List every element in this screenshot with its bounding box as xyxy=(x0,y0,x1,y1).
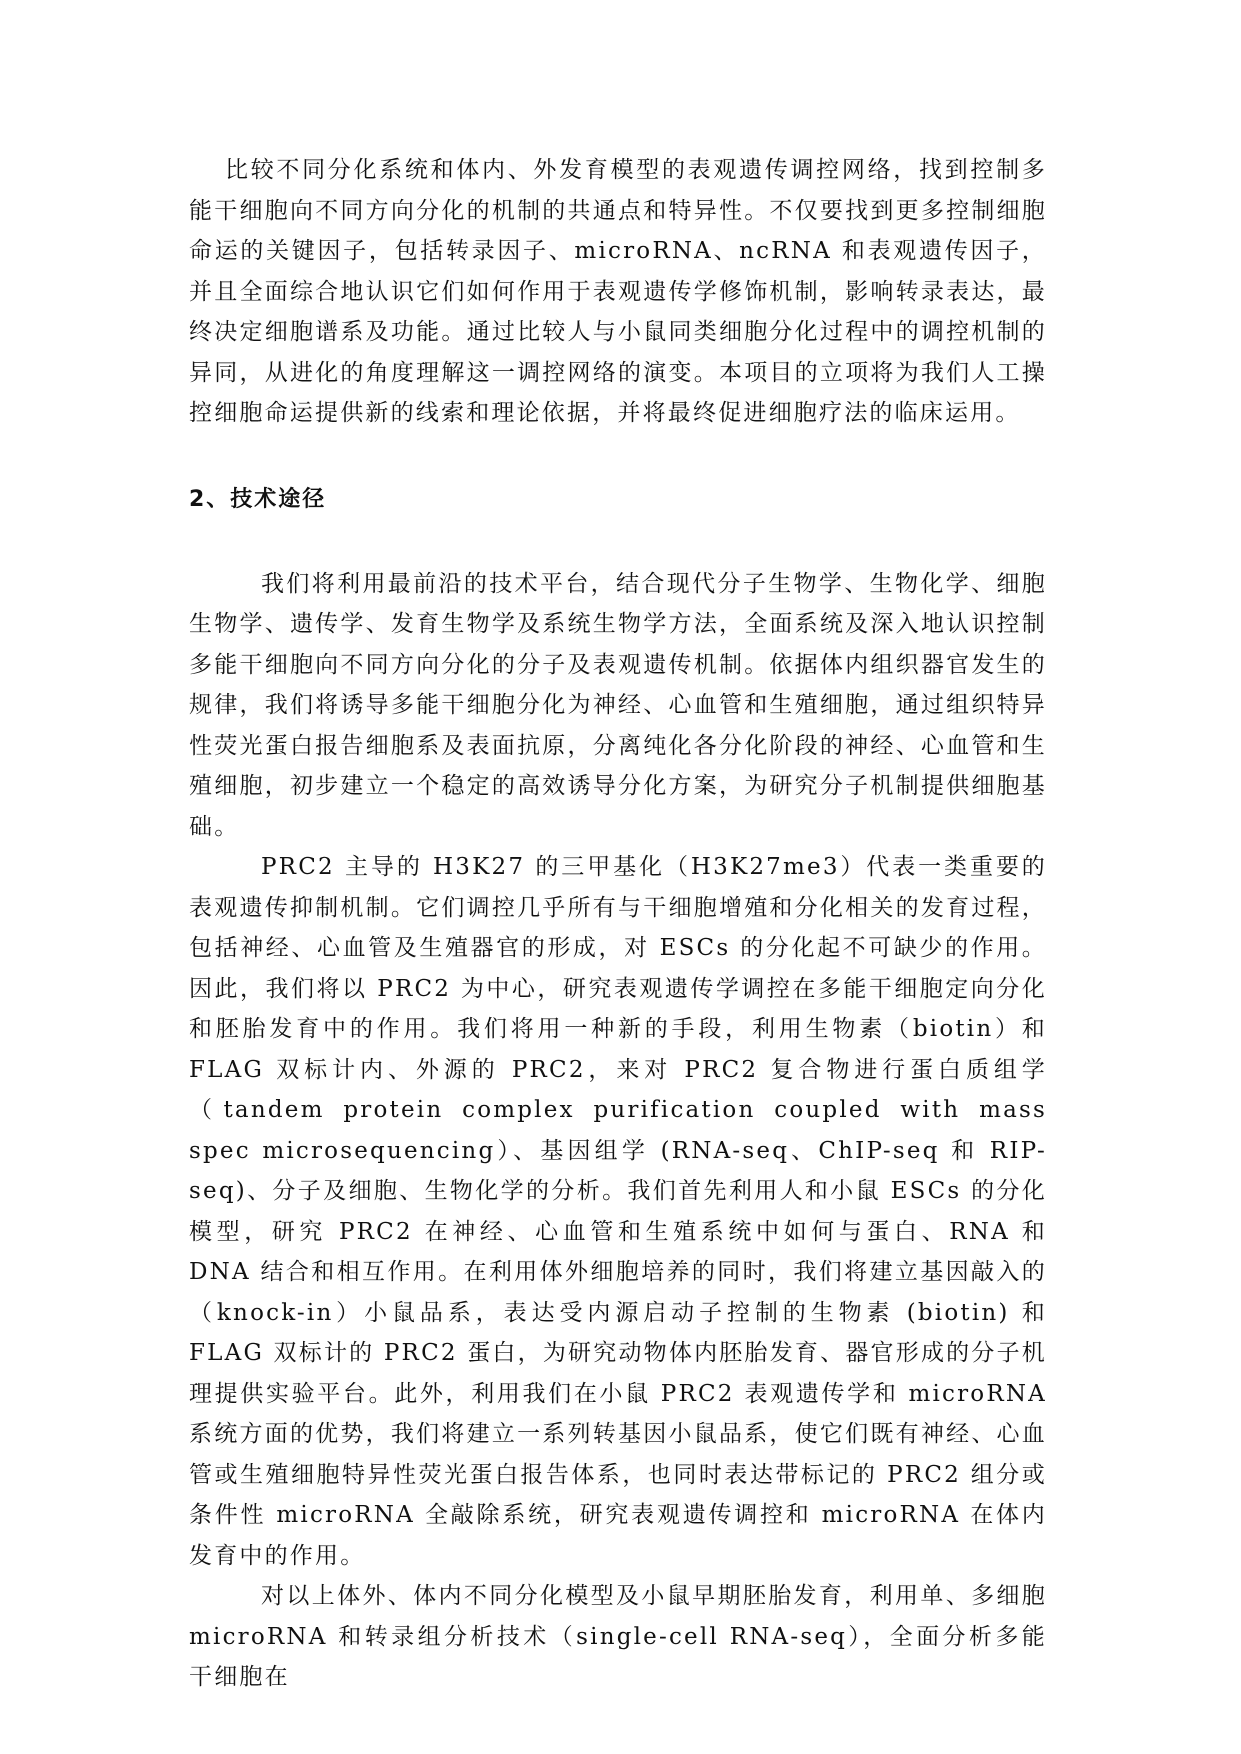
document-body xyxy=(189,150,1047,1698)
spacer xyxy=(189,434,1047,480)
paragraph-single-cell-analysis: 对以上体外、体内不同分化模型及小鼠早期胚胎发育，利用单、多细胞 microRNA 和转录组分析技术（single-cell RNA-seq），全面分析多能干细胞在 xyxy=(189,1583,1047,1690)
paragraph-objectives: 比较不同分化系统和体内、外发育模型的表观遗传调控网络，找到控制多能干细胞向不同方向分化的机制的共通点和特异性。不仅要找到更多控制细胞命运的关键因子，包括转录因子、microRNA、ncRNA 和表观遗传因子，并且全面综合地认识它们如何作用于表观遗传学修饰机制，影响转录表达，最终决定细胞谱系及功能。通过比较人与小鼠同类细胞分化过程中的调控机制的异同，从进化的角度理解这一调控网络的演变。本项目的立项将为我们人工操控细胞命运提供新的线索和理论依据，并将最终促进细胞疗法的临床运用。 xyxy=(189,157,1047,426)
paragraph-technology-platform: 我们将利用最前沿的技术平台，结合现代分子生物学、生物化学、细胞生物学、遗传学、发育生物学及系统生物学方法，全面系统及深入地认识控制多能干细胞向不同方向分化的分子及表观遗传机制。依据体内组织器官发生的规律，我们将诱导多能干细胞分化为神经、心血管和生殖细胞，通过组织特异性荧光蛋白报告细胞系及表面抗原，分离纯化各分化阶段的神经、心血管和生殖细胞，初步建立一个稳定的高效诱导分化方案，为研究分子机制提供细胞基础。 xyxy=(189,570,1047,840)
spacer xyxy=(189,520,1047,564)
section-heading-technical-approach: 2、技术途径 xyxy=(189,486,327,512)
paragraph-prc2-mechanism: PRC2 主导的 H3K27 的三甲基化（H3K27me3）代表一类重要的表观遗传抑制机制。它们调控几乎所有与干细胞增殖和分化相关的发育过程，包括神经、心血管及生殖器官的形成，对 ESCs 的分化起不可缺少的作用。因此，我们将以 PRC2 为中心，研究表观遗传学调控在多能干细胞定向分化和胚胎发育中的作用。我们将用一种新的手段，利用生物素（biotin）和 FLAG 双标计内、外源的 PRC2，来对 PRC2 复合物进行蛋白质组学（tandem protein complex purification coupled with mass spec microsequencing）、基因组学 (RNA-seq、ChIP-seq 和 RIP-seq)、分子及细胞、生物化学的分析。我们首先利用人和小鼠 ESCs 的分化模型，研究 PRC2 在神经、心血管和生殖系统中如何与蛋白、RNA 和 DNA 结合和相互作用。在利用体外细胞培养的同时，我们将建立基因敲入的（knock-in）小鼠品系，表达受内源启动子控制的生物素 (biotin) 和 FLAG 双标计的 PRC2 蛋白，为研究动物体内胚胎发育、器官形成的分子机理提供实验平台。此外，利用我们在小鼠 PRC2 表观遗传学和 microRNA 系统方面的优势，我们将建立一系列转基因小鼠品系，使它们既有神经、心血管或生殖细胞特异性荧光蛋白报告体系，也同时表达带标记的 PRC2 组分或条件性 microRNA 全敲除系统，研究表观遗传调控和 microRNA 在体内发育中的作用。 xyxy=(189,854,1047,1569)
